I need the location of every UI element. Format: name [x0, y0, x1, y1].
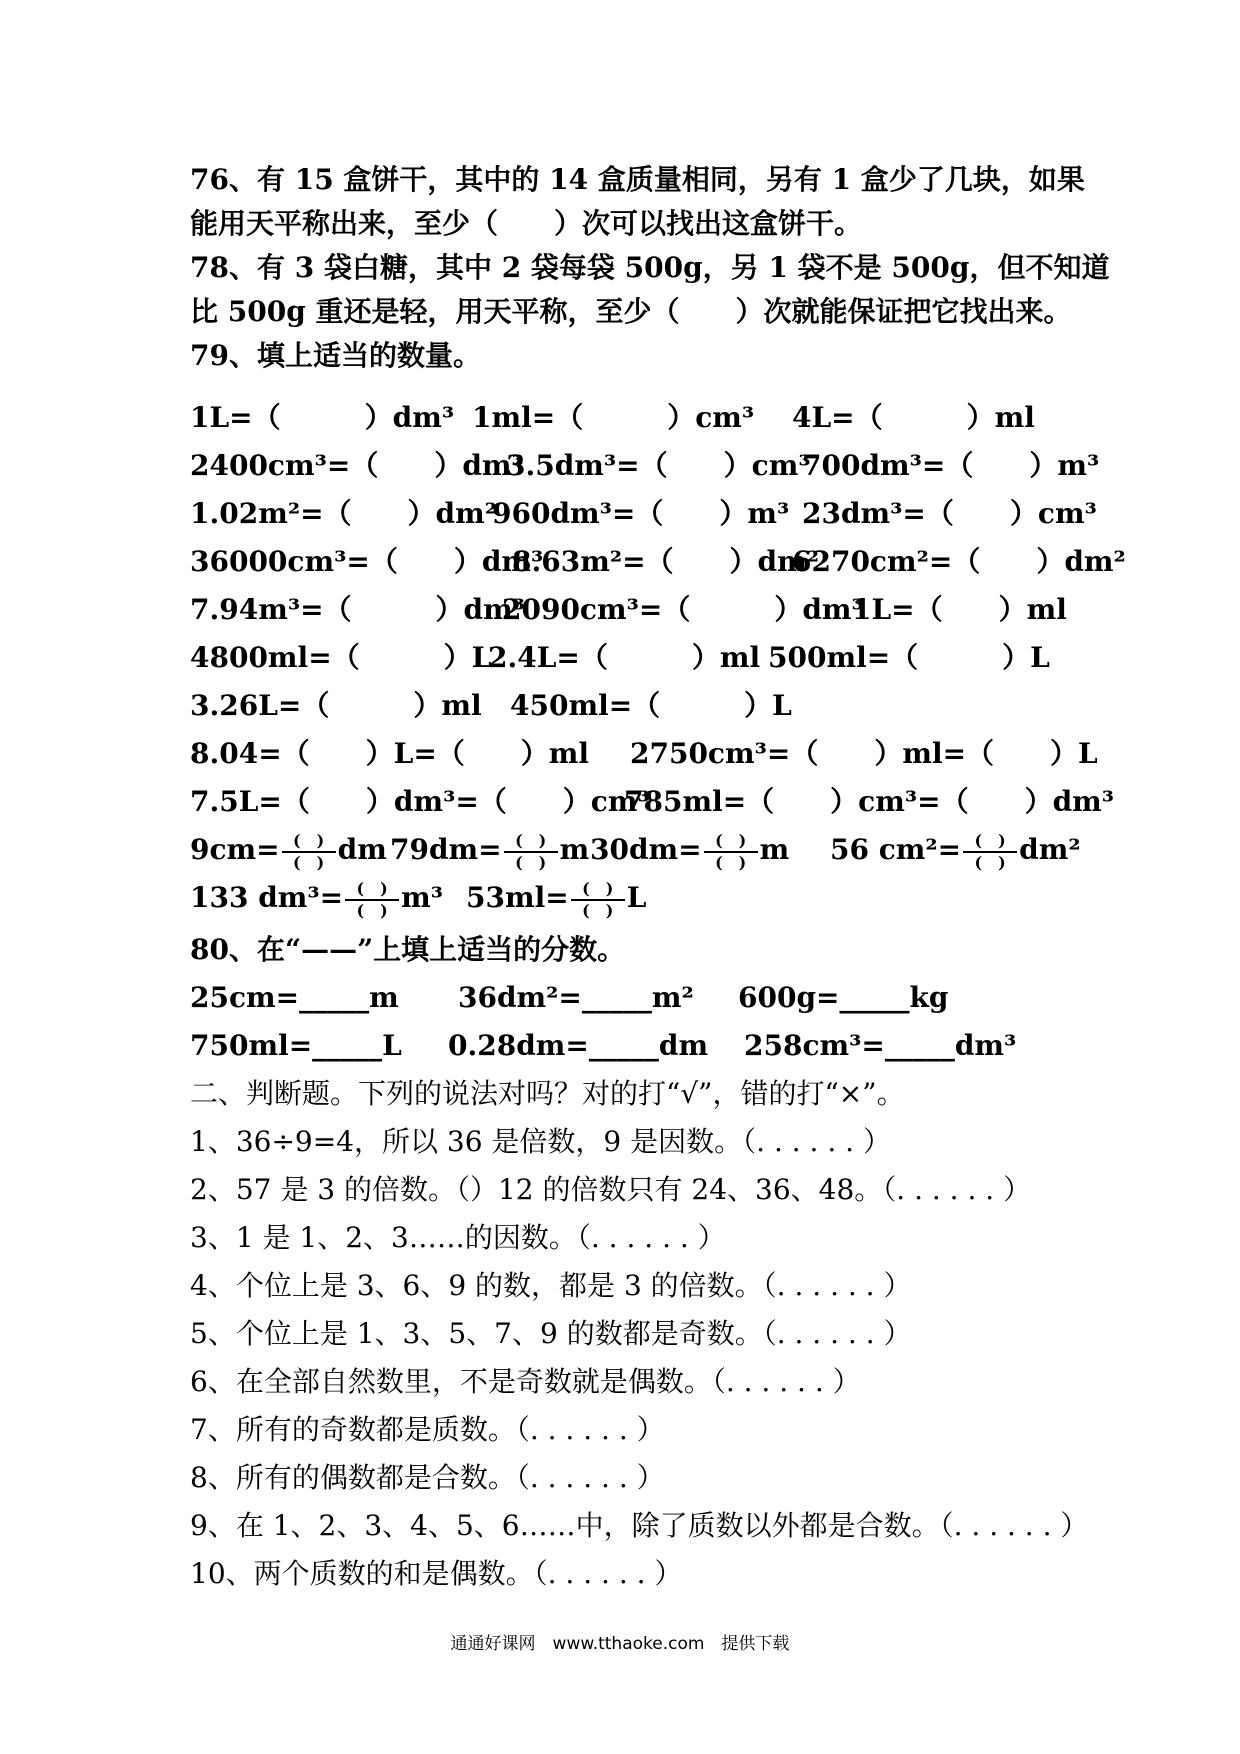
fraction	[282, 832, 336, 872]
exercise-item: 36000cm³=（ ）dm³	[190, 545, 544, 578]
exercise-item: 4800ml=（ ）L	[190, 641, 492, 674]
exercise-item: 25cm=_____m	[190, 981, 399, 1014]
judge-item-6: 6、在全部自然数里，不是奇数就是偶数。（. . . . . . ）	[190, 1365, 861, 1398]
fraction-left: 79dm=	[390, 833, 502, 866]
exercise-item: 6270cm²=（ ）dm²	[792, 545, 1126, 578]
exercise-item: 1L=（ ）dm³	[190, 401, 455, 434]
fraction	[345, 880, 399, 920]
fraction-denominator: ( )	[293, 852, 325, 872]
judge-item-4: 4、个位上是 3、6、9 的数，都是 3 的倍数。（. . . . . . ）	[190, 1269, 912, 1302]
exercise-item: 1L=（ ）ml	[852, 593, 1067, 626]
exercise-item: 1ml=（ ）cm³	[472, 401, 755, 434]
fraction-denominator: ( )	[974, 852, 1006, 872]
exercise-item: 3.26L=（ ）ml	[190, 689, 482, 722]
fraction-left: 9cm=	[190, 833, 280, 866]
exercise-item: 7.5L=（ ）dm³=（ ）cm³	[190, 785, 650, 818]
exercise-item: 600g=_____kg	[738, 981, 949, 1014]
judge-item-5: 5、个位上是 1、3、5、7、9 的数都是奇数。（. . . . . . ）	[190, 1317, 912, 1350]
exercise-item: 960dm³=（ ）m³	[492, 497, 790, 530]
q78-line-1: 78、有 3 袋白糖，其中 2 袋每袋 500g，另 1 袋不是 500g，但不知道	[190, 251, 1110, 284]
fraction-item	[466, 876, 646, 920]
fraction-unit: m³	[401, 881, 444, 914]
q76-line-2: 能用天平称出来，至少（ ）次可以找出这盒饼干。	[190, 207, 863, 240]
fraction-numerator: ( )	[571, 880, 625, 901]
fraction-denominator: ( )	[582, 900, 614, 920]
fraction-unit: dm	[337, 833, 387, 866]
fraction-unit: dm²	[1019, 833, 1081, 866]
exercise-item: 8.63m²=（ ）dm²	[512, 545, 820, 578]
judge-item-9: 9、在 1、2、3、4、5、6……中，除了质数以外都是合数。（. . . . . . ）	[190, 1509, 1089, 1542]
fraction	[571, 880, 625, 920]
exercise-item: 2400cm³=（ ）dm³	[190, 449, 524, 482]
fraction-numerator: ( )	[282, 832, 336, 853]
fraction-left: 53ml=	[466, 881, 569, 914]
exercise-item: 2090cm³=（ ）dm³	[502, 593, 864, 626]
judge-item-7: 7、所有的奇数都是质数。（. . . . . . ）	[190, 1413, 665, 1446]
judge-item-10: 10、两个质数的和是偶数。（. . . . . . ）	[190, 1557, 683, 1590]
fraction-left: 133 dm³=	[190, 881, 344, 914]
fraction	[963, 832, 1017, 872]
exercise-item: 36dm²=_____m²	[458, 981, 694, 1014]
fraction-denominator: ( )	[356, 900, 388, 920]
q78-line-2: 比 500g 重还是轻，用天平称，至少（ ）次就能保证把它找出来。	[190, 295, 1072, 328]
fraction	[704, 832, 758, 872]
exercise-item: 500ml=（ ）L	[768, 641, 1050, 674]
q80-title: 80、在“——”上填上适当的分数。	[190, 933, 626, 966]
fraction-item	[190, 876, 443, 920]
section-2-title: 二、判断题。下列的说法对吗？对的打“√”，错的打“×”。	[190, 1077, 905, 1110]
exercise-item: 258cm³=_____dm³	[744, 1029, 1017, 1062]
q79-title: 79、填上适当的数量。	[190, 339, 481, 372]
fraction	[504, 832, 558, 872]
fraction-numerator: ( )	[704, 832, 758, 853]
exercise-item: 2750cm³=（ ）ml=（ ）L	[630, 737, 1098, 770]
exercise-item: 785ml=（ ）cm³=（ ）dm³	[624, 785, 1115, 818]
judge-item-2: 2、57 是 3 的倍数。（）12 的倍数只有 24、36、48。（. . . . . . ）	[190, 1173, 1032, 1206]
fraction-denominator: ( )	[515, 852, 547, 872]
exercise-item: 450ml=（ ）L	[510, 689, 792, 722]
exercise-item: 3.5dm³=（ ）cm³	[506, 449, 811, 482]
exercise-item: 1.02m²=（ ）dm²	[190, 497, 498, 530]
fraction-item	[830, 828, 1081, 872]
fraction-item	[590, 828, 789, 872]
exercise-item: 7.94m³=（ ）dm³	[190, 593, 526, 626]
exercise-item: 700dm³=（ ）m³	[802, 449, 1100, 482]
judge-item-8: 8、所有的偶数都是合数。（. . . . . . ）	[190, 1461, 665, 1494]
judge-item-3: 3、1 是 1、2、3……的因数。（. . . . . . ）	[190, 1221, 726, 1254]
exercise-item: 0.28dm=_____dm	[448, 1029, 709, 1062]
fraction-unit: m	[759, 833, 790, 866]
fraction-item	[390, 828, 589, 872]
fraction-left: 30dm=	[590, 833, 702, 866]
fraction-unit: m	[559, 833, 590, 866]
exercise-item: 750ml=_____L	[190, 1029, 402, 1062]
q76-line-1: 76、有 15 盒饼干，其中的 14 盒质量相同，另有 1 盒少了几块，如果	[190, 163, 1085, 196]
judge-item-1: 1、36÷9=4，所以 36 是倍数，9 是因数。（. . . . . . ）	[190, 1125, 891, 1158]
fraction-numerator: ( )	[963, 832, 1017, 853]
fraction-denominator: ( )	[715, 852, 747, 872]
fraction-numerator: ( )	[504, 832, 558, 853]
exercise-item: 4L=（ ）ml	[792, 401, 1035, 434]
fraction-item	[190, 828, 387, 872]
fraction-numerator: ( )	[345, 880, 399, 901]
exercise-item: 23dm³=（ ）cm³	[802, 497, 1097, 530]
fraction-left: 56 cm²=	[830, 833, 962, 866]
page-footer: 通通好课网 www.tthaoke.com 提供下载	[450, 1634, 790, 1654]
exercise-item: 8.04=（ ）L=（ ）ml	[190, 737, 590, 770]
fraction-unit: L	[626, 881, 647, 914]
exercise-item: 2.4L=（ ）ml	[488, 641, 761, 674]
